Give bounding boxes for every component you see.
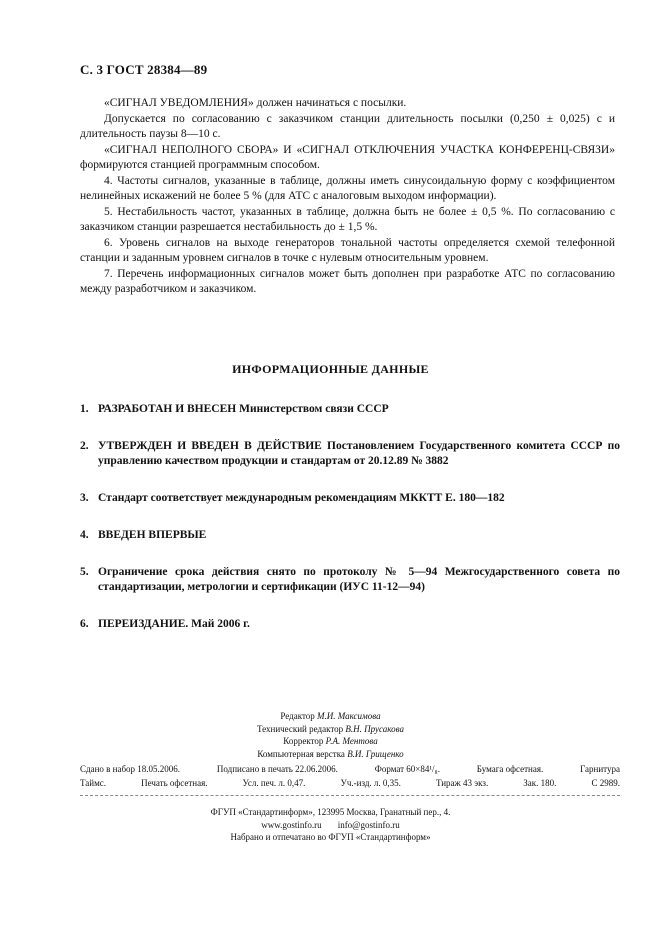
paragraph: 4. Частоты сигналов, указанные в таблице, должны иметь синусоидальную форму с коэффициентом нелинейных искажений не более 5 % (для АТС с аналоговым выходом информации). — [80, 174, 615, 202]
info-item-label: ПЕРЕИЗДАНИЕ. — [98, 618, 189, 630]
credit-line — [0, 748, 661, 761]
info-item-label: РАЗРАБОТАН И ВНЕСЕН — [98, 403, 237, 415]
paragraph: «СИГНАЛ УВЕДОМЛЕНИЯ» должен начинаться с посылки. — [104, 97, 407, 109]
info-item-number: 6. — [80, 618, 89, 630]
print-detail: Зак. 180. — [523, 778, 557, 788]
info-item-text: Постановлением Государственного комитета СССР по управлению качеством продукции и стандартам от 20.12.89 № 3882 — [98, 440, 620, 467]
info-item-text: Министерством связи СССР — [236, 403, 389, 415]
info-item-number: 1. — [80, 403, 89, 415]
info-item-text: Ограничение срока действия снято по протоколу № 5—94 Межгосударственного совета по стандартизации, метрологии и сертификации (ИУС 11-12—94) — [98, 566, 620, 593]
credit-name: В.И. Грищенко — [347, 748, 404, 759]
publisher-printed: Набрано и отпечатано во ФГУП «Стандартинформ» — [230, 832, 431, 842]
info-item — [80, 565, 620, 595]
credit-role: Редактор — [280, 711, 318, 721]
info-item-number: 4. — [80, 529, 89, 541]
imprint-credits — [0, 710, 661, 760]
paragraph: 5. Нестабильность частот, указанных в таблице, должна быть не более ± 0,5 %. По согласованию с заказчиком станции разрешается нестабильность до ± 1,5 %. — [80, 205, 615, 233]
info-list — [80, 402, 620, 654]
publisher-email: info@gostinfo.ru — [337, 819, 400, 830]
info-item-text: Стандарт соответствует международным рекомендациям МККТТ Е. 180—182 — [98, 492, 505, 504]
credit-name: М.И. Максимова — [317, 711, 381, 721]
info-item-number: 5. — [80, 566, 89, 578]
info-item-number: 3. — [80, 492, 89, 504]
paragraph: Допускается по согласованию с заказчиком станции длительность посылки (0,250 ± 0,025) с и длительность паузы 8—10 с. — [80, 112, 615, 140]
info-item-number: 2. — [80, 440, 89, 452]
print-detail: Гарнитура — [580, 764, 620, 774]
info-item — [80, 402, 620, 417]
credit-role: Технический редактор — [256, 723, 346, 734]
info-item — [80, 617, 620, 632]
print-detail: Усл. печ. л. 0,47. — [242, 778, 306, 788]
page-header: С. 3 ГОСТ 28384—89 — [80, 62, 208, 77]
print-detail: Бумага офсетная. — [476, 764, 544, 774]
credit-role: Компьютерная верстка — [257, 748, 348, 759]
credit-role: Корректор — [283, 736, 326, 746]
print-details — [80, 762, 620, 790]
info-section-title: ИНФОРМАЦИОННЫЕ ДАННЫЕ — [232, 362, 429, 376]
info-item-text: Май 2006 г. — [188, 618, 250, 630]
print-detail: Тираж 43 экз. — [435, 778, 489, 788]
divider-line — [80, 795, 620, 796]
paragraph: «СИГНАЛ НЕПОЛНОГО СБОРА» И «СИГНАЛ ОТКЛЮЧЕНИЯ УЧАСТКА КОНФЕРЕНЦ-СВЯЗИ» формируются станцией программным способом. — [80, 143, 615, 171]
print-detail: Уч.-изд. л. 0,35. — [340, 778, 401, 788]
credit-line — [0, 735, 661, 748]
publisher-address: ФГУП «Стандартинформ», 123995 Москва, Гранатный пер., 4. — [210, 807, 451, 817]
credit-line — [0, 710, 661, 723]
paragraph: 6. Уровень сигналов на выходе генераторов тональной частоты определяется схемой телефонной станции и заданным уровнем сигналов в точке с нулевым относительным уровнем. — [80, 236, 615, 264]
info-item — [80, 491, 620, 506]
info-item — [80, 528, 620, 543]
print-detail: Печать офсетная. — [141, 778, 208, 788]
print-detail: Формат 60×84¹/₈. — [374, 764, 440, 774]
print-detail: Подписано в печать 22.06.2006. — [216, 764, 338, 774]
info-item-label: ВВЕДЕН ВПЕРВЫЕ — [98, 529, 207, 541]
publisher-website: www.gostinfo.ru — [261, 819, 322, 830]
credit-name: В.Н. Прусакова — [345, 723, 405, 734]
paragraph: 7. Перечень информационных сигналов может быть дополнен при разработке АТС по согласованию между разработчиком и заказчиком. — [80, 267, 615, 295]
print-detail: С 2989. — [591, 778, 620, 788]
print-detail: Таймс. — [80, 778, 107, 788]
info-item — [80, 439, 620, 469]
body-text — [80, 96, 615, 298]
info-item-label: УТВЕРЖДЕН И ВВЕДЕН В ДЕЙСТВИЕ — [98, 440, 322, 452]
publisher-info — [0, 806, 661, 844]
print-detail: Сдано в набор 18.05.2006. — [80, 764, 181, 774]
credit-name: Р.А. Ментова — [325, 736, 378, 746]
credit-line — [0, 723, 661, 736]
print-row — [80, 776, 620, 790]
print-row — [80, 762, 620, 776]
publisher-contacts — [0, 819, 661, 832]
